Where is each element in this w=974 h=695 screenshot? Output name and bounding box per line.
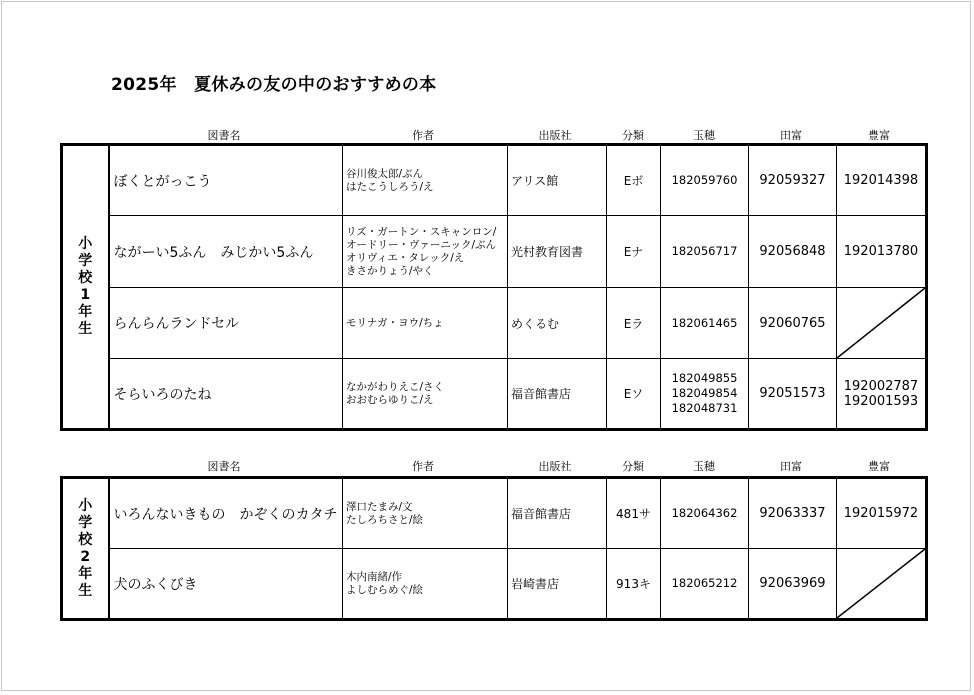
book-classification: Eソ: [607, 359, 661, 430]
book-tamaho-id: 182065212: [661, 549, 749, 620]
book-publisher: 福音館書店: [508, 478, 607, 549]
book-author: 木内南緒/作 よしむらめぐ/絵: [343, 549, 508, 620]
book-author: 澤口たまみ/文 たしろちさと/絵: [343, 478, 508, 549]
table-row: [62, 145, 927, 216]
book-tamaho-id: 182064362: [661, 478, 749, 549]
book-publisher: 岩崎書店: [508, 549, 607, 620]
book-classification: 481サ: [607, 478, 661, 549]
column-headers: [0, 127, 974, 143]
book-toyotomi-id: 192013780: [837, 216, 927, 288]
page-title: 2025年 夏休みの友の中のおすすめの本: [111, 75, 437, 95]
book-title: ぼくとがっこう: [109, 145, 343, 216]
header-classification: 分類: [622, 460, 644, 473]
grade1-table: [60, 143, 928, 431]
table-row: [62, 288, 927, 359]
header-toyotomi: 豊富: [868, 129, 890, 142]
book-toyotomi-id: 192002787 192001593: [837, 359, 927, 430]
table-row: [62, 478, 927, 549]
book-tatomi-id: 92063337: [749, 478, 837, 549]
header-title: 図書名: [207, 129, 241, 142]
book-classification: 913キ: [607, 549, 661, 620]
book-author: なかがわりえこ/さく おおむらゆりこ/え: [343, 359, 508, 430]
column-headers: [0, 458, 974, 474]
table-row: [62, 549, 927, 620]
book-publisher: アリス館: [508, 145, 607, 216]
book-tatomi-id: 92063969: [749, 549, 837, 620]
book-author: モリナガ・ヨウ/ちょ: [343, 288, 508, 359]
book-author: 谷川俊太郎/ぶん はたこうしろう/え: [343, 145, 508, 216]
book-classification: Eボ: [607, 145, 661, 216]
book-toyotomi-id: 192014398: [837, 145, 927, 216]
book-title: いろんないきもの かぞくのカタチ: [109, 478, 343, 549]
empty-cell-diagonal: [837, 288, 927, 359]
book-toyotomi-id: 192015972: [837, 478, 927, 549]
book-tamaho-id: 182061465: [661, 288, 749, 359]
header-toyotomi: 豊富: [868, 460, 890, 473]
book-classification: Eナ: [607, 216, 661, 288]
book-tatomi-id: 92051573: [749, 359, 837, 430]
grade-label: 小学校1年生: [62, 145, 109, 430]
book-title: そらいろのたね: [109, 359, 343, 430]
diagonal-line-icon: [837, 288, 925, 358]
book-tamaho-id: 182049855 182049854 182048731: [661, 359, 749, 430]
book-publisher: 光村教育図書: [508, 216, 607, 288]
header-author: 作者: [412, 460, 434, 473]
header-classification: 分類: [622, 129, 644, 142]
header-title: 図書名: [207, 460, 241, 473]
book-publisher: めくるむ: [508, 288, 607, 359]
header-tatomi: 田富: [780, 460, 802, 473]
header-publisher: 出版社: [538, 460, 572, 473]
header-tatomi: 田富: [780, 129, 802, 142]
diagonal-line-icon: [837, 549, 925, 618]
header-publisher: 出版社: [538, 129, 572, 142]
book-title: ながーい5ふん みじかい5ふん: [109, 216, 343, 288]
book-title: らんらんランドセル: [109, 288, 343, 359]
book-publisher: 福音館書店: [508, 359, 607, 430]
header-author: 作者: [412, 129, 434, 142]
grade-label: 小学校2年生: [62, 478, 109, 620]
book-author: リズ・ガートン・スキャンロン/ オードリー・ヴァーニック/ぶん オリヴィエ・タレック/え きさかりょう/やく: [343, 216, 508, 288]
grade2-table: [60, 476, 928, 621]
table-row: [62, 216, 927, 288]
book-classification: Eラ: [607, 288, 661, 359]
book-tamaho-id: 182056717: [661, 216, 749, 288]
empty-cell-diagonal: [837, 549, 927, 620]
book-tamaho-id: 182059760: [661, 145, 749, 216]
header-tamaho: 玉穂: [693, 460, 715, 473]
book-title: 犬のふくびき: [109, 549, 343, 620]
header-tamaho: 玉穂: [693, 129, 715, 142]
table-row: [62, 359, 927, 430]
book-tatomi-id: 92060765: [749, 288, 837, 359]
book-tatomi-id: 92059327: [749, 145, 837, 216]
book-tatomi-id: 92056848: [749, 216, 837, 288]
